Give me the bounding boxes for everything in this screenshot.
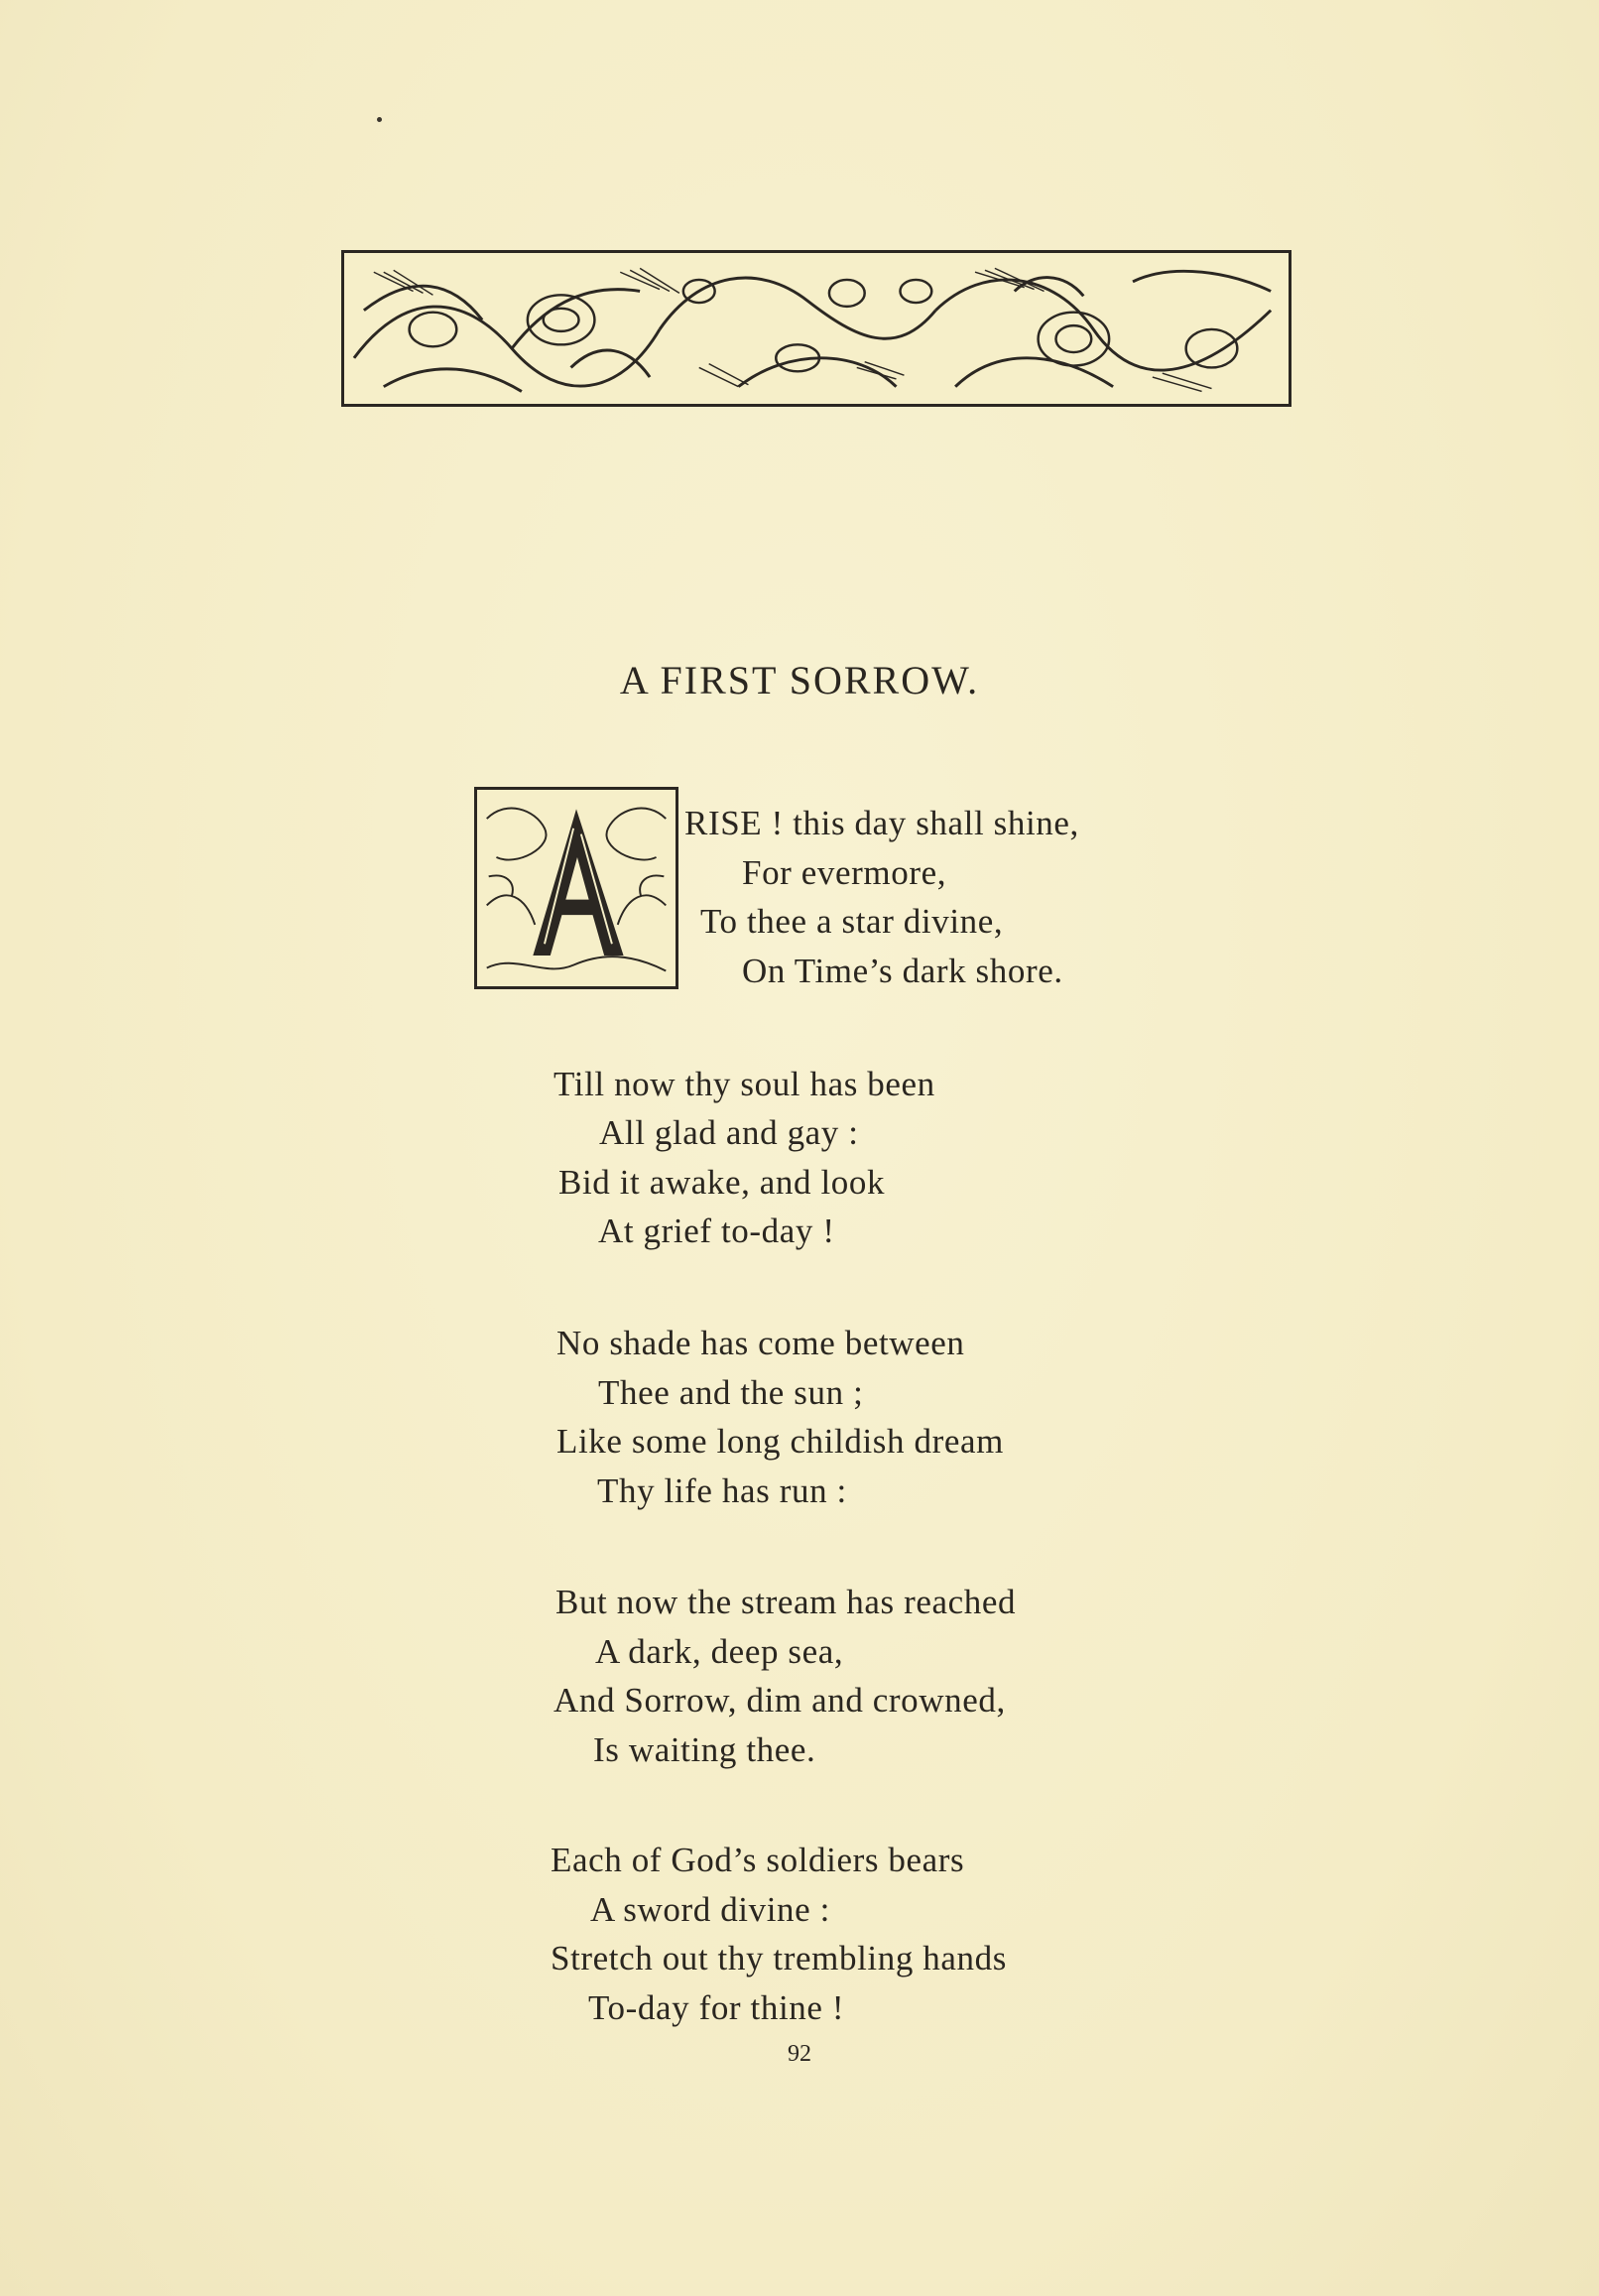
poem-line: But now the stream has reached: [555, 1583, 1017, 1621]
poem-line: At grief to-day !: [598, 1212, 835, 1250]
poem-line: A sword divine :: [590, 1890, 830, 1929]
page-number: 92: [788, 2041, 811, 2067]
poem-line: All glad and gay :: [599, 1113, 859, 1152]
ornamental-drop-cap: [474, 787, 678, 989]
ink-speck: [377, 117, 382, 122]
poem-line: And Sorrow, dim and crowned,: [554, 1681, 1006, 1720]
poem-line: Like some long childish dream: [556, 1422, 1004, 1461]
poem-line: For evermore,: [742, 853, 947, 892]
poem-line: Thy life has run :: [597, 1471, 847, 1510]
poem-line: On Time’s dark shore.: [742, 952, 1063, 990]
poem-line: Till now thy soul has been: [554, 1065, 935, 1103]
poem-line: Bid it awake, and look: [558, 1163, 886, 1202]
poem-line: RISE ! this day shall shine,: [684, 804, 1079, 842]
letter-a-initial-icon: [477, 790, 676, 986]
poem-line: A dark, deep sea,: [595, 1632, 844, 1671]
floral-scroll-ornament-icon: [344, 253, 1289, 404]
poem-title: A FIRST SORROW.: [619, 658, 980, 702]
poem-line: Thee and the sun ;: [598, 1373, 864, 1412]
poem-line: No shade has come between: [556, 1324, 965, 1362]
ornamental-headpiece: [341, 250, 1292, 407]
poem-line: To thee a star divine,: [700, 902, 1004, 941]
poem-line: Is waiting thee.: [593, 1730, 816, 1769]
poem-line: To-day for thine !: [588, 1988, 845, 2027]
poem-line: Each of God’s soldiers bears: [551, 1841, 965, 1879]
poem-line: Stretch out thy trembling hands: [551, 1939, 1007, 1977]
